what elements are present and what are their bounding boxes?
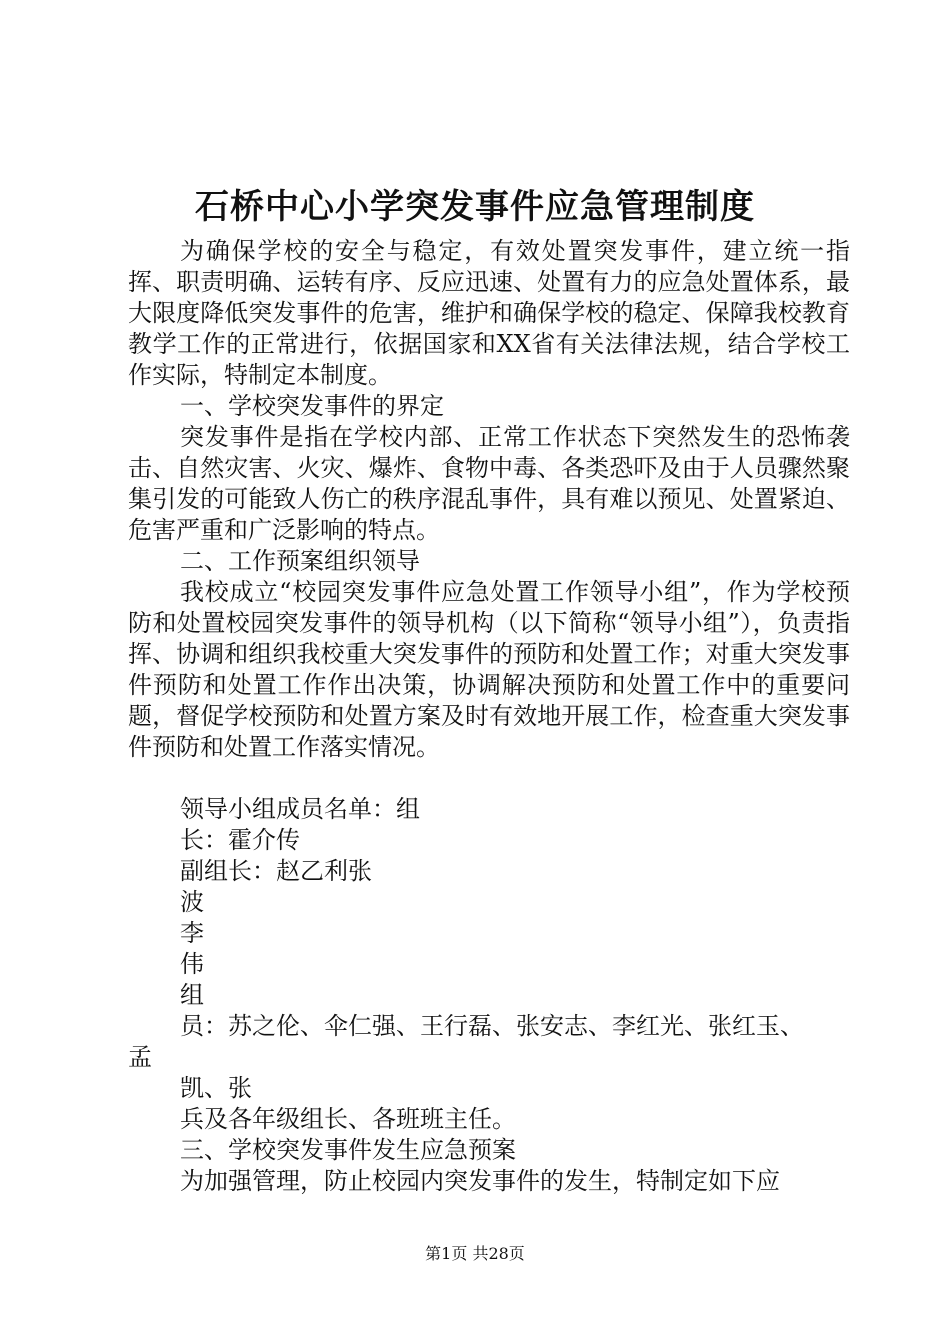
members-line: 兵及各年级组长、各班班主任。 (180, 1105, 516, 1133)
section-heading-1: 一、学校突发事件的界定 (180, 392, 444, 420)
members-line: 组 (180, 981, 204, 1009)
members-line: 波 (180, 888, 204, 916)
plan-paragraph: 为加强管理，防止校园内突发事件的发生，特制定如下应 (180, 1167, 780, 1195)
members-line: 伟 (180, 950, 204, 978)
paragraph-gap (128, 763, 850, 794)
members-line: 员：苏之伦、伞仁强、王行磊、张安志、李红光、张红玉、 (180, 1012, 804, 1040)
definition-paragraph: 突发事件是指在学校内部、正常工作状态下突然发生的恐怖袭击、自然灾害、火灾、爆炸、食物中毒、各类恐吓及由于人员骤然聚集引发的可能致人伤亡的秩序混乱事件，具有难以预见、处置紧迫、危害严重和广泛影响的特点。 (128, 423, 850, 544)
members-line: 长：霍介传 (180, 826, 300, 854)
page-footer: 第1页 共28页 (425, 1244, 525, 1263)
members-line: 孟 (128, 1043, 152, 1071)
members-line: 李 (180, 919, 204, 947)
intro-paragraph: 为确保学校的安全与稳定，有效处置突发事件，建立统一指挥、职责明确、运转有序、反应迅速、处置有力的应急处置体系，最大限度降低突发事件的危害，维护和确保学校的稳定、保障我校教育教学工作的正常进行，依据国家和XX省有关法律法规，结合学校工作实际，特制定本制度。 (128, 237, 850, 389)
organization-paragraph: 我校成立“校园突发事件应急处置工作领导小组”，作为学校预防和处置校园突发事件的领导机构（以下简称“领导小组”），负责指挥、协调和组织我校重大突发事件的预防和处置工作；对重大突发事件预防和处置工作作出决策，协调解决预防和处置工作中的重要问题，督促学校预防和处置方案及时有效地开展工作，检查重大突发事件预防和处置工作落实情况。 (128, 578, 850, 761)
members-line: 领导小组成员名单：组 (180, 795, 420, 823)
section-heading-2: 二、工作预案组织领导 (180, 547, 420, 575)
members-line: 副组长：赵乙利张 (180, 857, 372, 885)
document-body (128, 236, 850, 1197)
document-title: 石桥中心小学突发事件应急管理制度 (195, 187, 755, 227)
section-heading-3: 三、学校突发事件发生应急预案 (180, 1136, 516, 1164)
members-line: 凯、张 (180, 1074, 252, 1102)
